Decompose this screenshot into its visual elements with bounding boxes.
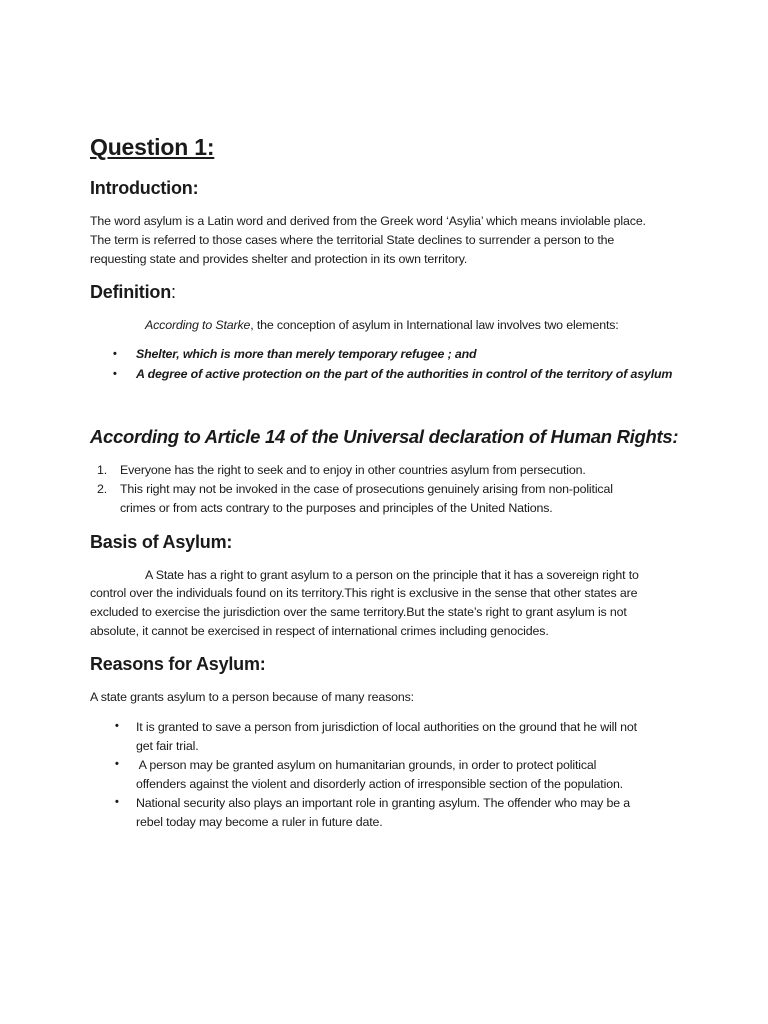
basis-line-1: A State has a right to grant asylum to a person on the principle that it has a sovereign right to bbox=[145, 568, 639, 582]
article14-item-1-number: 1. bbox=[97, 463, 108, 477]
reasons-bullet-3-line-2: rebel today may become a ruler in future date. bbox=[136, 815, 383, 829]
definition-heading bbox=[90, 282, 176, 303]
definition-intro-italic: According to Starke bbox=[145, 318, 251, 332]
article14-item-1-line-1: Everyone has the right to seek and to enjoy in other countries asylum from persecution. bbox=[120, 463, 586, 477]
definition-intro-rest: , the conception of asylum in International law involves two elements: bbox=[250, 318, 619, 332]
reasons-intro: A state grants asylum to a person because of many reasons: bbox=[90, 690, 414, 704]
article14-item-2-line-2: crimes or from acts contrary to the purposes and principles of the United Nations. bbox=[120, 501, 553, 515]
reasons-bullet-marker-2: • bbox=[115, 758, 119, 770]
definition-bullet-marker-2: • bbox=[113, 368, 117, 380]
introduction-line-1: The word asylum is a Latin word and derived from the Greek word ‘Asylia’ which means inviolable place. bbox=[90, 214, 646, 228]
basis-line-4: absolute, it cannot be exercised in respect of international crimes including genocides. bbox=[90, 624, 549, 638]
reasons-bullet-1-line-1: It is granted to save a person from jurisdiction of local authorities on the ground that he will not bbox=[136, 720, 637, 734]
question-title: Question 1: bbox=[90, 134, 215, 160]
reasons-bullet-2-line-2: offenders against the violent and disorderly action of irresponsible section of the population. bbox=[136, 777, 623, 791]
definition-heading-text: Definition bbox=[90, 282, 171, 302]
article14-item-2-number: 2. bbox=[97, 482, 108, 496]
reasons-bullet-2-line-1: A person may be granted asylum on humanitarian grounds, in order to protect political bbox=[136, 758, 597, 772]
definition-bullet-1: Shelter, which is more than merely temporary refugee ; and bbox=[136, 347, 477, 361]
basis-line-2: control over the individuals found on its territory.This right is exclusive in the sense that other states are bbox=[90, 586, 638, 600]
definition-heading-colon: : bbox=[171, 282, 176, 302]
definition-bullet-marker-1: • bbox=[113, 348, 117, 360]
reasons-bullet-3-line-1: National security also plays an important role in granting asylum. The offender who may be a bbox=[136, 796, 631, 810]
definition-intro bbox=[145, 316, 619, 335]
introduction-line-2: The term is referred to those cases where the territorial State declines to surrender a person to the bbox=[90, 233, 615, 247]
introduction-heading: Introduction: bbox=[90, 178, 199, 198]
article14-heading: According to Article 14 of the Universal declaration of Human Rights: bbox=[90, 426, 679, 447]
article14-item-2-line-1: This right may not be invoked in the case of prosecutions genuinely arising from non-political bbox=[120, 482, 613, 496]
basis-line-3: excluded to exercise the jurisdiction over the same territory.But the state’s right to grant asylum is not bbox=[90, 605, 627, 619]
reasons-bullet-1-line-2: get fair trial. bbox=[136, 739, 199, 753]
reasons-bullet-marker-1: • bbox=[115, 720, 119, 732]
reasons-heading: Reasons for Asylum: bbox=[90, 654, 266, 674]
definition-bullet-2: A degree of active protection on the part of the authorities in control of the territory of asylum bbox=[136, 367, 673, 381]
introduction-line-3: requesting state and provides shelter and protection in its own territory. bbox=[90, 252, 468, 266]
basis-heading: Basis of Asylum: bbox=[90, 532, 233, 552]
reasons-bullet-marker-3: • bbox=[115, 796, 119, 808]
